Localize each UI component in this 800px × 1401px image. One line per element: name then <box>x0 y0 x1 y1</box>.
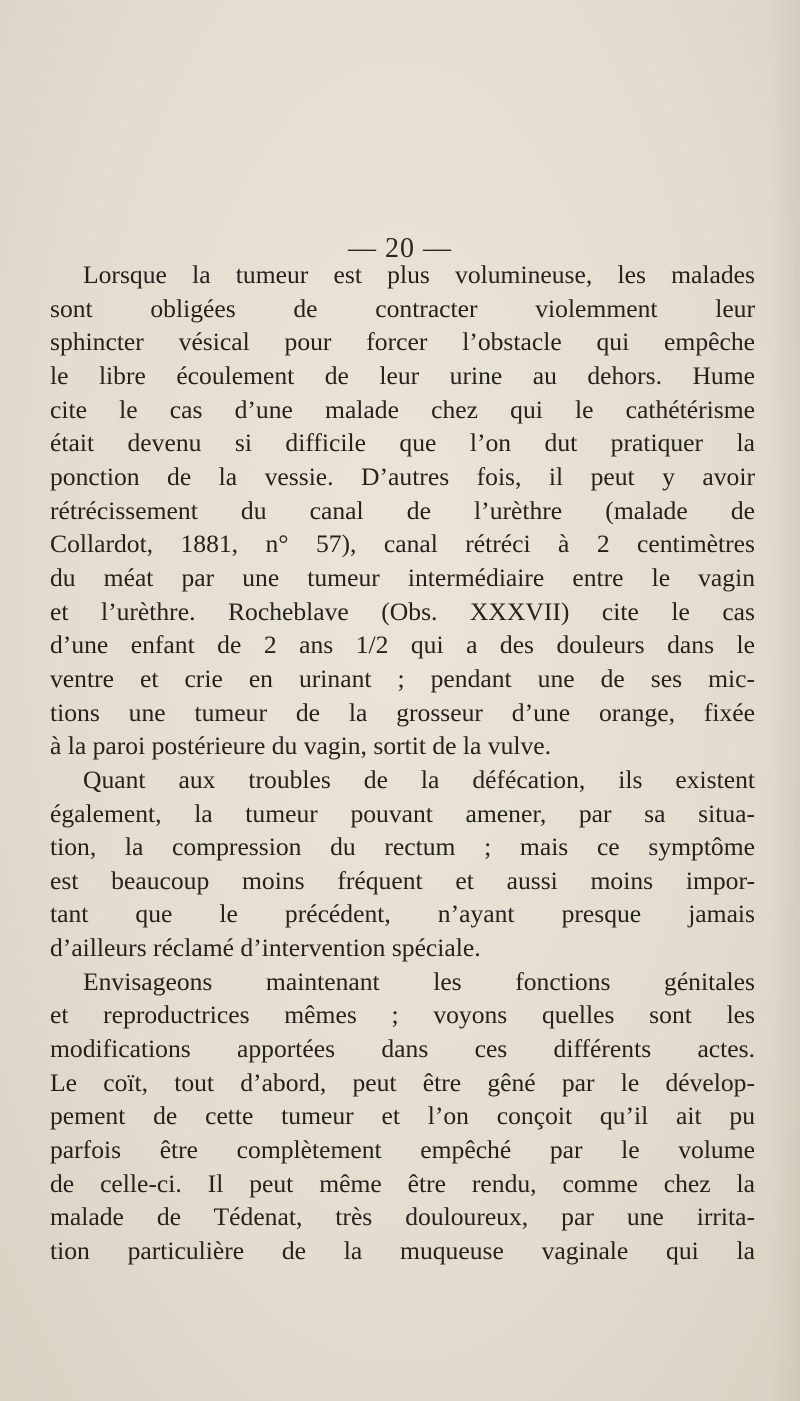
text-line: malade de Tédenat, très douloureux, par une irrita- <box>50 1202 755 1232</box>
text-line: et reproductrices mêmes ; voyons quelles sont les <box>50 1000 755 1030</box>
text-line: Quant aux troubles de la défécation, ils existent <box>83 764 755 794</box>
text-line: est beaucoup moins fréquent et aussi moins impor- <box>50 865 755 895</box>
text-line: cite le cas d’une malade chez qui le cathétérisme <box>50 394 755 424</box>
text-line: tion, la compression du rectum ; mais ce symptôme <box>50 832 755 862</box>
body-text <box>50 258 755 1268</box>
text-line: Collardot, 1881, n° 57), canal rétréci à 2 centimètres <box>50 529 755 559</box>
text-line: sont obligées de contracter violemment leur <box>50 293 755 323</box>
text-line: parfois être complètement empêché par le volume <box>50 1135 755 1165</box>
text-line: à la paroi postérieure du vagin, sortit de la vulve. <box>50 731 552 761</box>
text-line: modifications apportées dans ces différents actes. <box>50 1034 755 1064</box>
text-line: le libre écoulement de leur urine au dehors. Hume <box>50 360 755 390</box>
page-edge-shade <box>770 0 800 1401</box>
text-line: ventre et crie en urinant ; pendant une de ses mic- <box>50 663 755 693</box>
text-line: pement de cette tumeur et l’on conçoit qu’il ait pu <box>50 1101 755 1131</box>
text-line: sphincter vésical pour forcer l’obstacle qui empêche <box>50 327 755 357</box>
text-line: et l’urèthre. Rocheblave (Obs. XXXVII) cite le cas <box>50 596 755 626</box>
text-line: rétrécissement du canal de l’urèthre (malade de <box>50 495 755 525</box>
text-line: Envisageons maintenant les fonctions génitales <box>83 966 755 996</box>
text-line: d’une enfant de 2 ans 1/2 qui a des douleurs dans le <box>50 630 755 660</box>
text-line: Lorsque la tumeur est plus volumineuse, les malades <box>83 260 755 289</box>
page-number: — 20 — <box>348 233 452 264</box>
text-line: du méat par une tumeur intermédiaire entre le vagin <box>50 562 755 592</box>
text-line: ponction de la vessie. D’autres fois, il peut y avoir <box>50 461 755 491</box>
text-line: également, la tumeur pouvant amener, par sa situa- <box>50 798 755 828</box>
text-line: tion particulière de la muqueuse vaginale qui la <box>50 1236 755 1266</box>
text-line: de celle-ci. Il peut même être rendu, comme chez la <box>50 1168 755 1198</box>
text-line: tions une tumeur de la grosseur d’une orange, fixée <box>50 697 755 727</box>
text-line: Le coït, tout d’abord, peut être gêné par le dévelop- <box>50 1067 755 1097</box>
text-line: était devenu si difficile que l’on dut pratiquer la <box>50 428 755 458</box>
text-line: tant que le précédent, n’ayant presque jamais <box>50 899 755 929</box>
text-line: d’ailleurs réclamé d’intervention spéciale. <box>50 933 481 963</box>
